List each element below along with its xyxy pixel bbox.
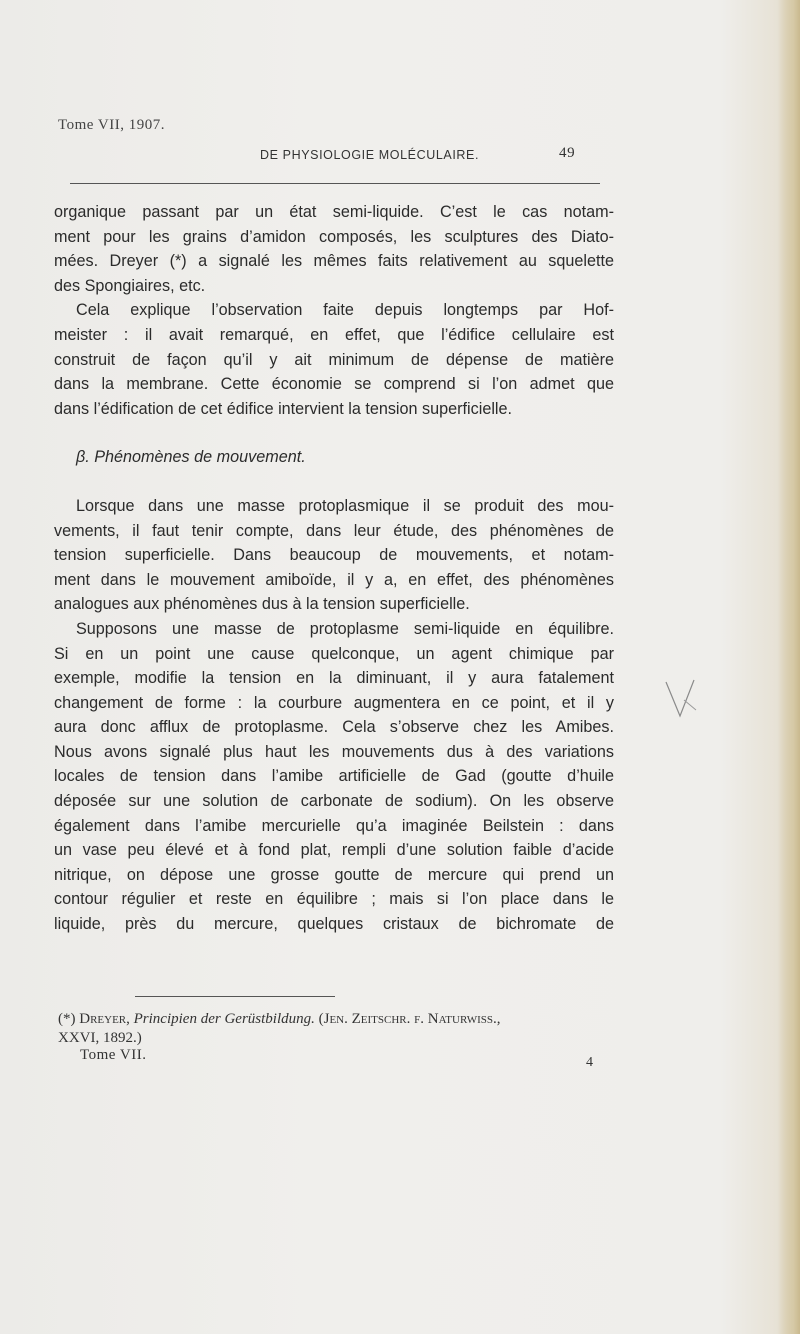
text-line: déposée sur une solution de carbonate de sodium). On les observe [54,792,614,811]
text-line: Supposons une masse de protoplasme semi-liquide en équilibre. [76,619,614,638]
footnote-rule [135,996,335,997]
section-heading: β. Phénomènes de mouvement. [76,448,306,467]
text-line: Nous avons signalé plus haut les mouvements dus à des variations [54,742,614,761]
text-line: ment pour les grains d’amidon composés, les sculptures des Diato- [54,227,614,246]
text-line: Cela explique l’observation faite depuis longtemps par Hof- [76,301,614,320]
header-rule [70,183,600,184]
text-line: meister : il avait remarqué, en effet, que l’édifice cellulaire est [54,325,614,344]
text-line: aura donc afflux de protoplasme. Cela s’observe chez les Amibes. [54,718,614,737]
footnote-line-2: XXVI, 1892.) [58,1030,142,1046]
footnote-source: (Jen. Zeitschr. f. Naturwiss., [318,1011,501,1027]
text-line: organique passant par un état semi-liquide. C’est le cas notam- [54,203,614,221]
text-line: également dans l’amibe mercurielle qu’a imaginée Beilstein : dans [54,816,614,835]
pencil-mark-icon [660,676,700,724]
text-line: changement de forme : la courbure augmentera en ce point, et il y [54,693,614,712]
text-line: analogues aux phénomènes dus à la tension superficielle. [54,595,470,614]
text-line: locales de tension dans l’amibe artificielle de Gad (goutte d’huile [54,767,614,786]
text-line: des Spongiaires, etc. [54,276,206,295]
text-line: tension superficielle. Dans beaucoup de mouvements, et notam- [54,546,614,565]
spacer [54,470,614,494]
running-head [0,145,800,167]
footnote-author: Dreyer, [79,1011,130,1027]
body-text [54,200,614,937]
text-line: Lorsque dans une masse protoplasmique il se produit des mou- [76,496,614,515]
text-line: exemple, modifie la tension en la diminuant, il y aura fatalement [54,669,614,688]
text-line: dans l’édification de cet édifice intervient la tension superficielle. [54,399,513,418]
footnote-line-1 [58,1010,618,1029]
page-number: 49 [559,145,576,161]
text-line: ment dans le mouvement amiboïde, il y a, en effet, des phénomènes [54,570,614,589]
tome-header: Tome VII, 1907. [58,117,165,133]
footnote-title: Principien der Gerüstbildung. [133,1011,315,1027]
text-line: liquide, près du mercure, quelques cristaux de bichromate de [54,915,614,934]
text-line: un vase peu élevé et à fond plat, rempli d’une solution faible d’acide [54,841,614,860]
text-line: dans la membrane. Cette économie se comprend si l’on admet que [54,375,614,394]
tome-footer: Tome VII. [80,1047,147,1063]
footnote [58,1010,618,1048]
text-line: vements, il faut tenir compte, dans leur étude, des phénomènes de [54,521,614,540]
running-title: DE PHYSIOLOGIE MOLÉCULAIRE. [260,148,480,162]
spacer [54,421,614,445]
text-line: construit de façon qu’il y ait minimum de dépense de matière [54,350,614,369]
footnote-marker: (*) [58,1011,76,1027]
text-line: mées. Dreyer (*) a signalé les mêmes faits relativement au squelette [54,252,614,271]
page-edge-shadow [778,0,800,1334]
text-line: Si en un point une cause quelconque, un agent chimique par [54,644,614,663]
signature-mark: 4 [586,1055,593,1070]
text-line: nitrique, on dépose une grosse goutte de mercure qui prend un [54,865,614,884]
text-line: contour régulier et reste en équilibre ; mais si l’on place dans le [54,890,614,909]
